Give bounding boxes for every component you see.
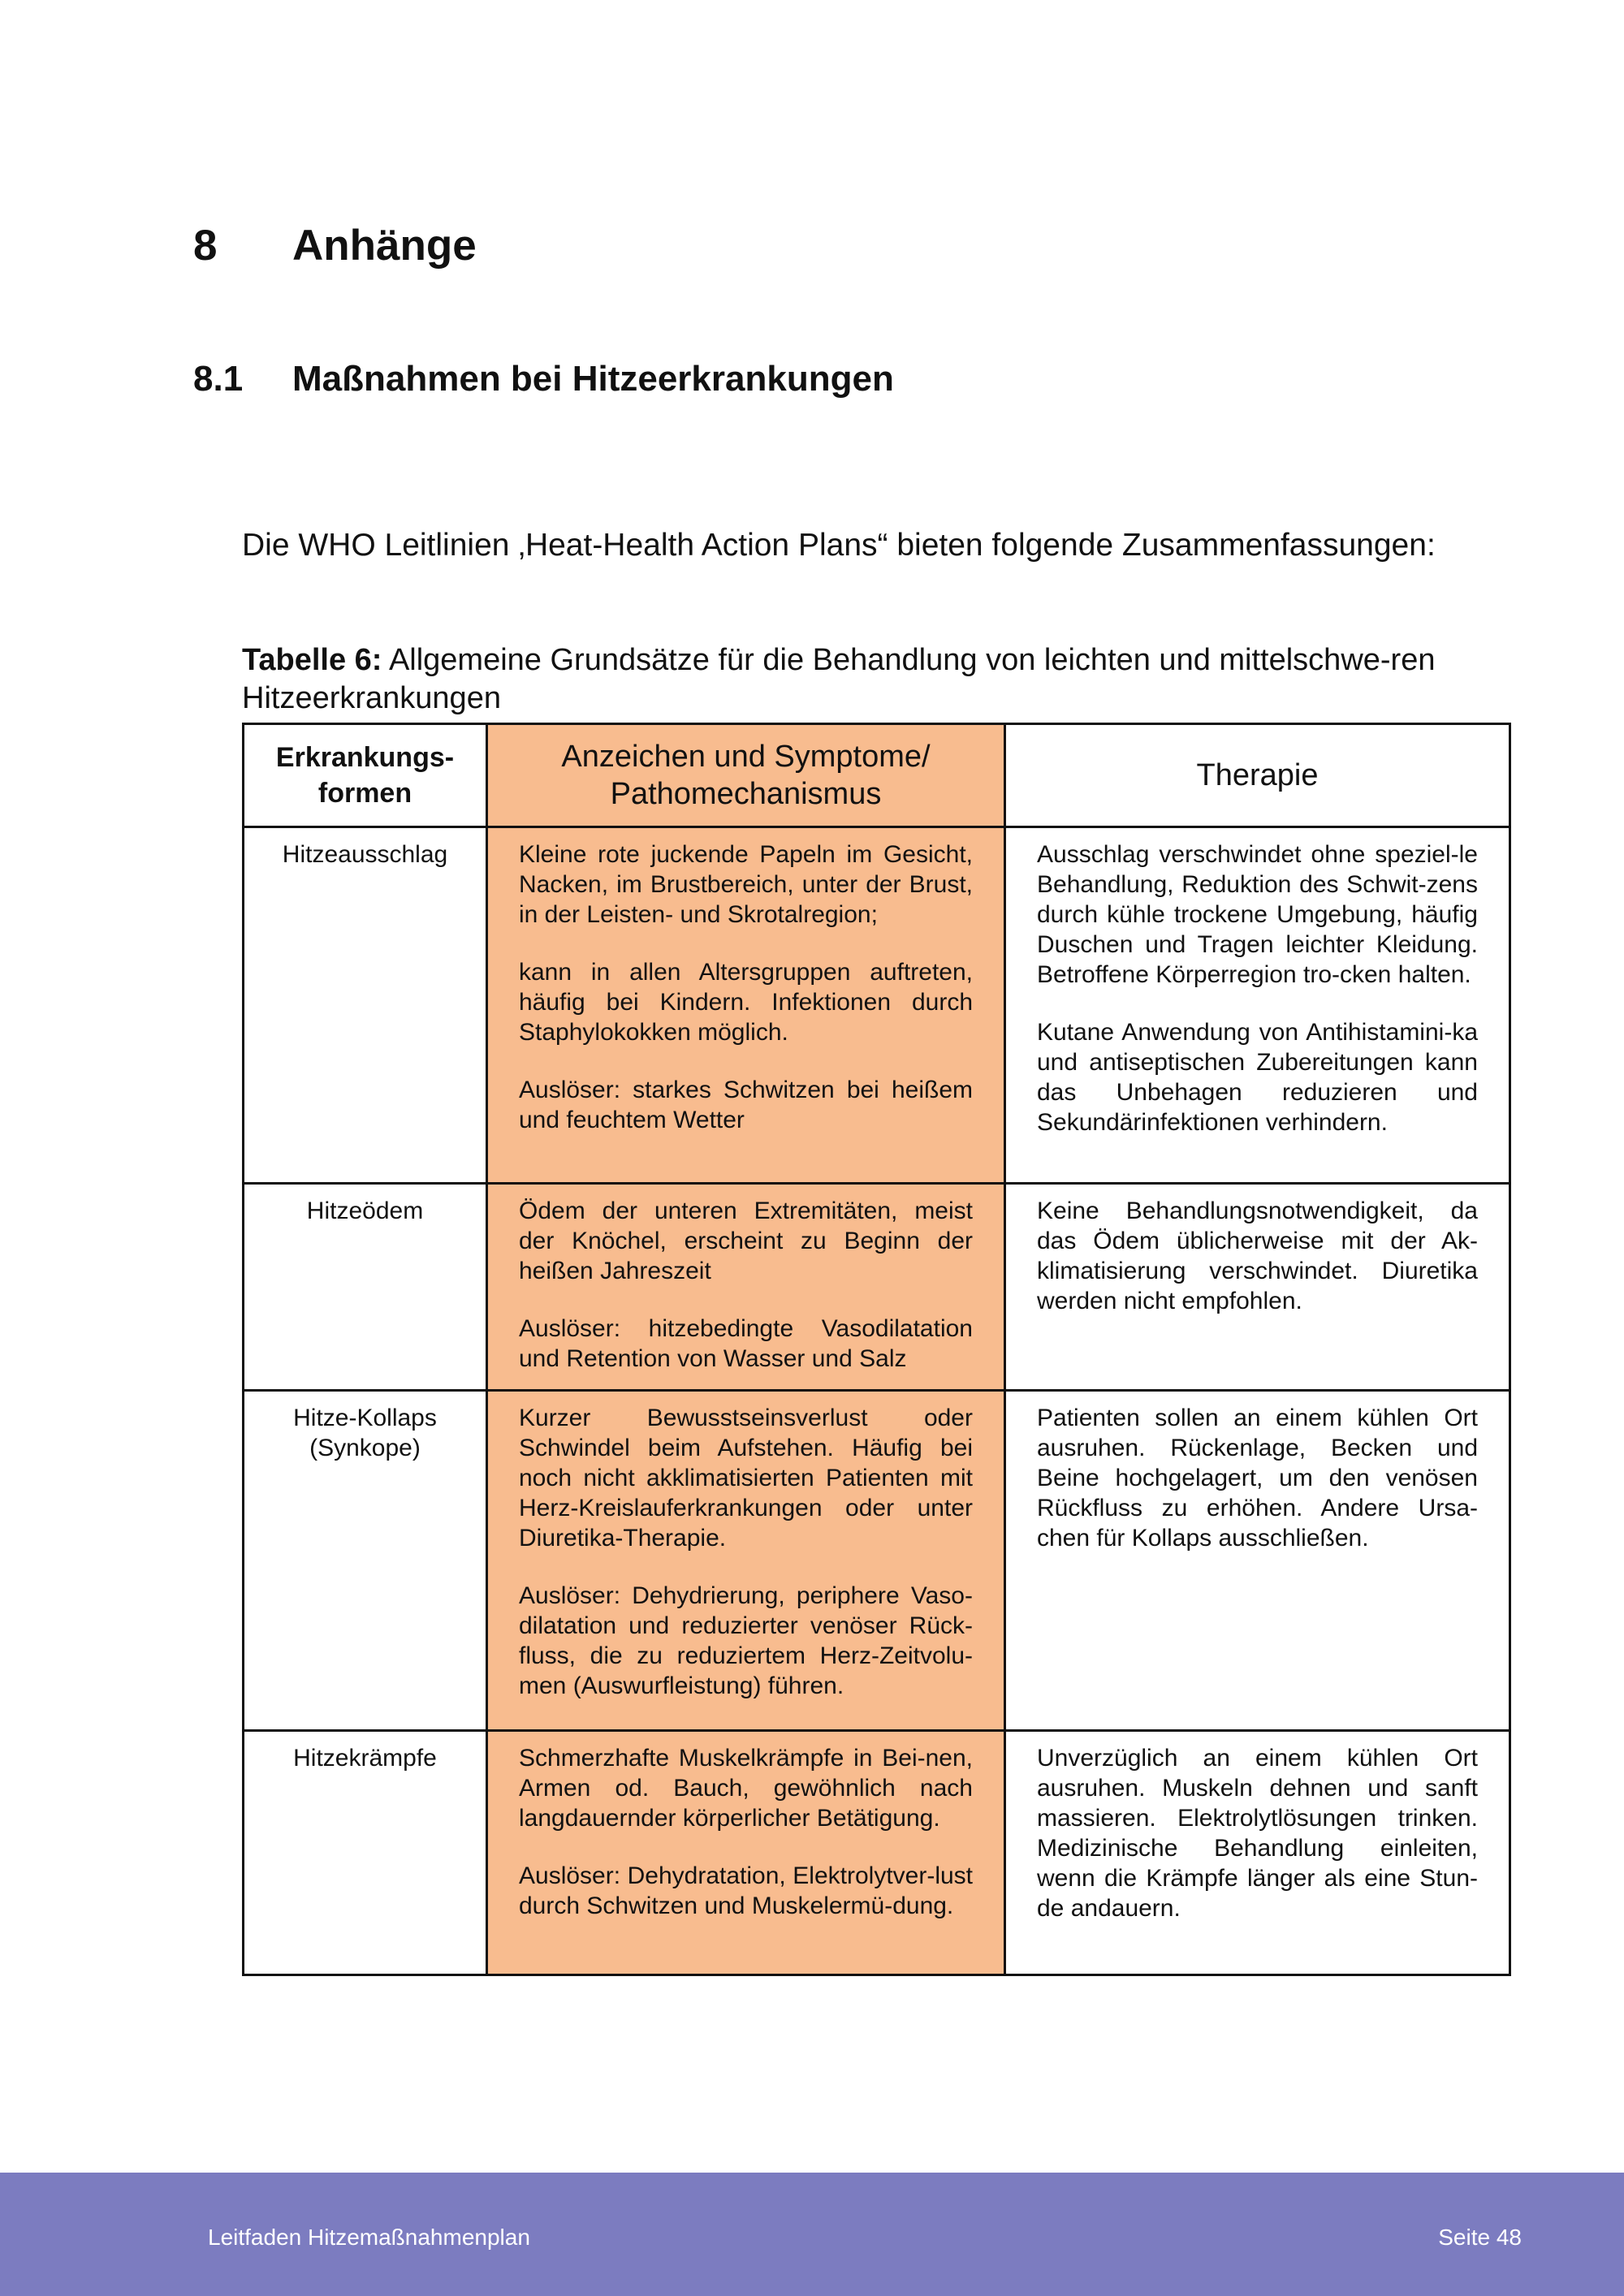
therapy-cell (1005, 1731, 1510, 1975)
therapy-paragraph: Patienten sollen an einem kühlen Ort ausruhen. Rückenlage, Becken und Beine hochgelagert, um den venösen Rückfluss zu erhöhen. Andere Ursa-chen für Kollaps ausschließen. (1037, 1405, 1478, 1552)
intro-paragraph: Die WHO Leitlinien ‚Heat-Health Action Plans“ bieten folgende Zusammenfassungen: (242, 528, 1436, 563)
therapy-paragraph: Keine Behandlungsnotwendigkeit, da das Ödem üblicherweise mit der Ak-klimatisierung verschwindet. Diuretika werden nicht empfohlen. (1037, 1198, 1478, 1314)
form-cell: Hitzeödem (244, 1184, 487, 1391)
section-heading (193, 359, 894, 399)
symptom-paragraph: Auslöser: Dehydrierung, periphere Vaso-dilatation und reduzierter venöser Rück-fluss, die zu reduziertem Herz-Zeitvolu-men (Auswurfleistung) führen. (519, 1582, 973, 1699)
symptom-paragraph: Ödem der unteren Extremitäten, meist der Knöchel, erscheint zu Beginn der heißen Jahreszeit (519, 1198, 973, 1284)
header-forms: Erkrankungs-formen (244, 724, 487, 827)
header-symptoms: Anzeichen und Symptome/ Pathomechanismus (487, 724, 1005, 827)
symptom-paragraph: kann in allen Altersgruppen auftreten, häufig bei Kindern. Infektionen durch Staphylokokken möglich. (519, 959, 973, 1046)
therapy-cell (1005, 1391, 1510, 1731)
chapter-title: Anhänge (292, 222, 477, 270)
heat-illness-table (242, 723, 1511, 1976)
table-caption-label: Tabelle 6: (242, 643, 382, 677)
section-title: Maßnahmen bei Hitzeerkrankungen (292, 359, 894, 399)
footer-title: Leitfaden Hitzemaßnahmenplan (208, 2225, 530, 2250)
symptoms-cell (487, 827, 1005, 1184)
table-row (244, 1184, 1510, 1391)
therapy-paragraph: Ausschlag verschwindet ohne speziel-le Behandlung, Reduktion des Schwit-zens durch kühle trockene Umgebung, häufig Duschen und Tragen leichter Kleidung. Betroffene Körperregion tro-cken halten. (1037, 841, 1478, 988)
chapter-heading (193, 221, 477, 270)
symptoms-cell (487, 1731, 1005, 1975)
therapy-cell (1005, 827, 1510, 1184)
header-therapy: Therapie (1005, 724, 1510, 827)
table-caption (242, 641, 1509, 718)
page-footer (0, 2173, 1624, 2296)
therapy-cell (1005, 1184, 1510, 1391)
table-row (244, 827, 1510, 1184)
therapy-paragraph: Kutane Anwendung von Antihistamini-ka und antiseptischen Zubereitungen kann das Unbehagen reduzieren und Sekundärinfektionen verhindern. (1037, 1019, 1478, 1136)
table-header-row (244, 724, 1510, 827)
symptom-paragraph: Kurzer Bewusstseinsverlust oder Schwindel beim Aufstehen. Häufig bei noch nicht akklimatisierten Patienten mit Herz-Kreislauferkrankungen oder unter Diuretika-Therapie. (519, 1405, 973, 1552)
symptom-paragraph: Auslöser: starkes Schwitzen bei heißem und feuchtem Wetter (519, 1077, 973, 1133)
page-number: Seite 48 (1438, 2225, 1522, 2250)
form-cell: Hitze-Kollaps (Synkope) (244, 1391, 487, 1731)
symptom-paragraph: Kleine rote juckende Papeln im Gesicht, Nacken, im Brustbereich, unter der Brust, in der Leisten- und Skrotalregion; (519, 841, 973, 928)
symptom-paragraph: Schmerzhafte Muskelkrämpfe in Bei-nen, Armen od. Bauch, gewöhnlich nach langdauernder körperlicher Betätigung. (519, 1745, 973, 1832)
table-caption-text: Allgemeine Grundsätze für die Behandlung von leichten und mittelschwe-ren Hitzeerkrankungen (242, 643, 1436, 715)
symptom-paragraph: Auslöser: Dehydratation, Elektrolytver-lust durch Schwitzen und Muskelermü-dung. (519, 1862, 973, 1919)
form-cell: Hitzekrämpfe (244, 1731, 487, 1975)
chapter-number: 8 (193, 222, 218, 270)
table-row (244, 1391, 1510, 1731)
section-number: 8.1 (193, 359, 244, 399)
symptoms-cell (487, 1391, 1005, 1731)
symptom-paragraph: Auslöser: hitzebedingte Vasodilatation und Retention von Wasser und Salz (519, 1315, 973, 1372)
therapy-paragraph: Unverzüglich an einem kühlen Ort ausruhen. Muskeln dehnen und sanft massieren. Elektrolytlösungen trinken. Medizinische Behandlung einleiten, wenn die Krämpfe länger als eine Stun-de andauern. (1037, 1745, 1478, 1922)
form-cell: Hitzeausschlag (244, 827, 487, 1184)
table-row (244, 1731, 1510, 1975)
symptoms-cell (487, 1184, 1005, 1391)
